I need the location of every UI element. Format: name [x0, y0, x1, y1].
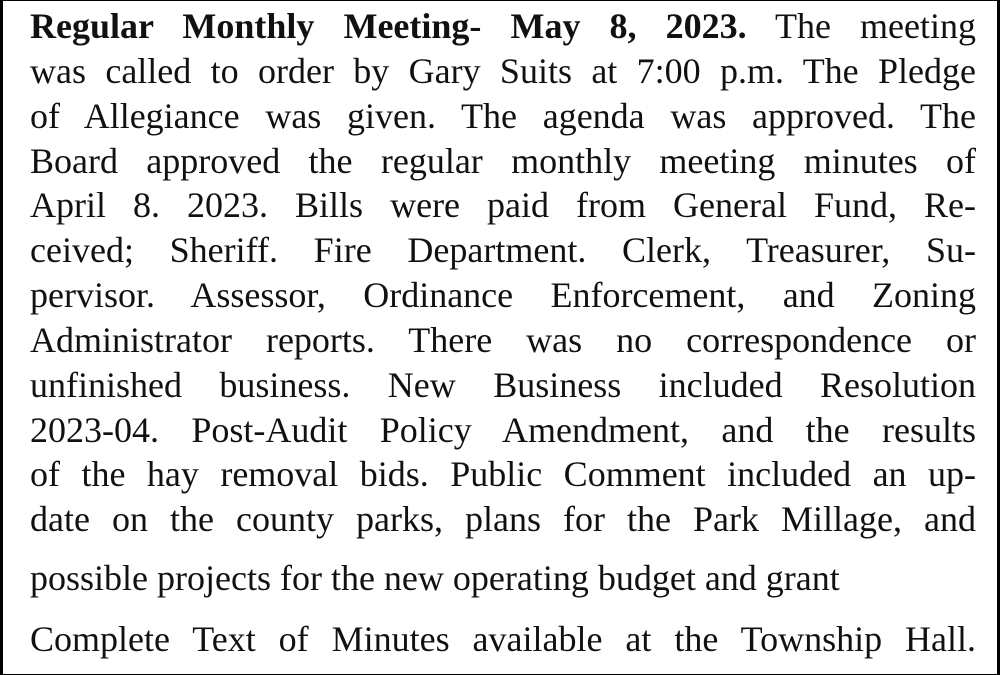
meeting-heading: Regular Monthly Meeting- May 8, 2023. — [30, 6, 747, 46]
paragraph-line-5: April 8. 2023. Bills were paid from General Fund, Re- — [30, 185, 976, 225]
paragraph-line-8: Administrator reports. There was no correspondence or — [30, 320, 976, 360]
paragraph-line-2: was called to order by Gary Suits at 7:00 p.m. The Pledge — [30, 51, 976, 91]
paragraph-line-3: of Allegiance was given. The agenda was approved. The — [30, 96, 976, 136]
line-1-text: The meeting — [746, 6, 976, 46]
paragraph-line-7: pervisor. Assessor, Ordinance Enforcement, and Zoning — [30, 275, 976, 315]
paragraph-line-10: 2023-04. Post-Audit Policy Amendment, and the results — [30, 410, 976, 450]
paragraph-line-9: unfinished business. New Business included Resolution — [30, 365, 976, 405]
paragraph-line-1 — [30, 6, 976, 46]
paragraph-line-6: ceived; Sheriff. Fire Department. Clerk, Treasurer, Su- — [30, 230, 976, 270]
minutes-availability-note: Complete Text of Minutes available at the Township Hall. — [30, 619, 976, 659]
paragraph-line-13: possible projects for the new operating budget and grant — [30, 558, 840, 598]
paragraph-line-4: Board approved the regular monthly meeting minutes of — [30, 141, 976, 181]
paragraph-line-11: of the hay removal bids. Public Comment included an up- — [30, 454, 976, 494]
paragraph-line-12: date on the county parks, plans for the Park Millage, and — [30, 499, 976, 539]
